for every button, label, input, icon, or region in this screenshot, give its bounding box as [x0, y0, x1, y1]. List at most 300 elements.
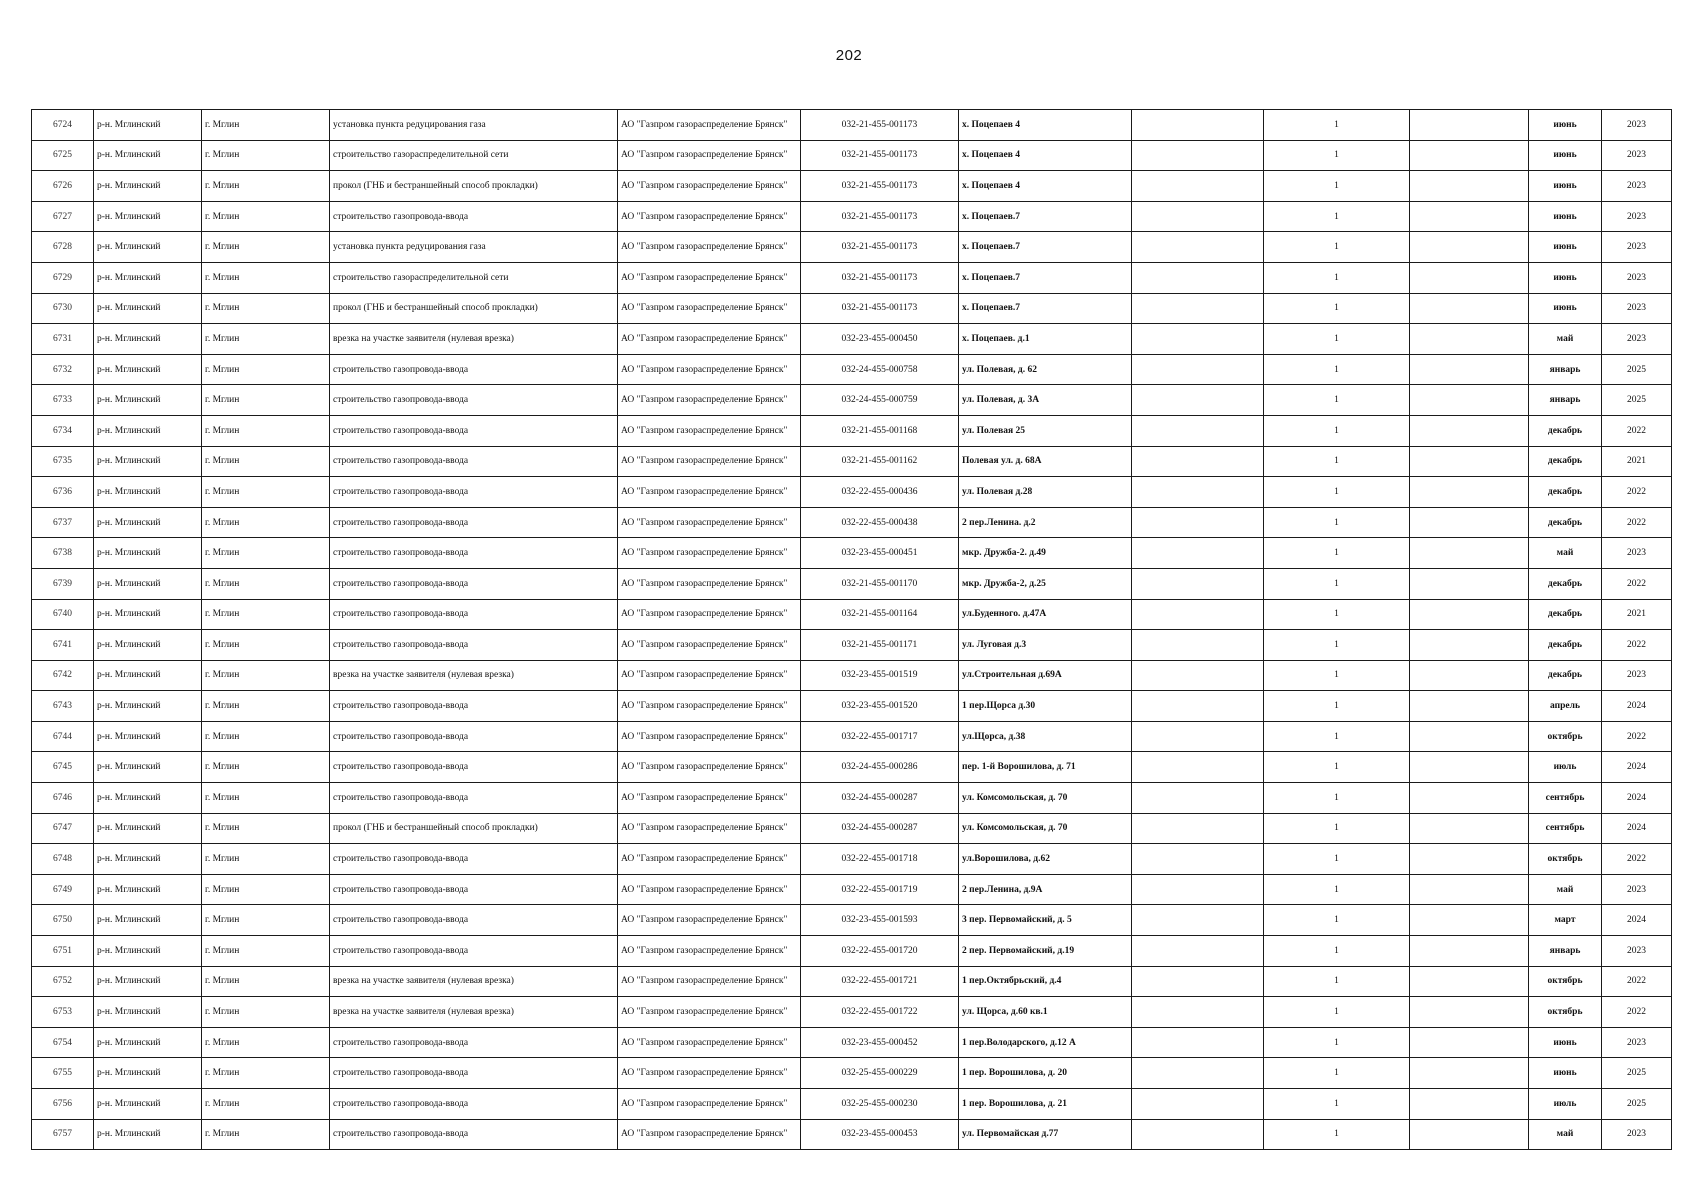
year-cell: 2023	[1602, 1119, 1672, 1150]
empty-cell	[1132, 477, 1264, 508]
address-cell: ул. Полевая, д. 3А	[959, 385, 1132, 416]
quantity-cell: 1	[1264, 568, 1410, 599]
request-code-cell: 032-22-455-001722	[801, 997, 959, 1028]
empty-cell	[1132, 446, 1264, 477]
month-cell: май	[1529, 1119, 1602, 1150]
district-cell: р-н. Мглинский	[94, 1027, 202, 1058]
address-cell: ул.Ворошилова, д.62	[959, 844, 1132, 875]
row-number: 6725	[32, 140, 94, 171]
quantity-cell: 1	[1264, 660, 1410, 691]
month-cell: декабрь	[1529, 477, 1602, 508]
year-cell: 2023	[1602, 538, 1672, 569]
request-code-cell: 032-21-455-001173	[801, 232, 959, 263]
row-number: 6744	[32, 721, 94, 752]
year-cell: 2023	[1602, 232, 1672, 263]
empty-cell	[1132, 966, 1264, 997]
empty-cell	[1410, 660, 1529, 691]
city-cell: г. Мглин	[202, 507, 330, 538]
row-number: 6741	[32, 630, 94, 661]
empty-cell	[1132, 568, 1264, 599]
city-cell: г. Мглин	[202, 538, 330, 569]
request-code-cell: 032-24-455-000759	[801, 385, 959, 416]
organization-cell: АО "Газпром газораспределение Брянск"	[618, 354, 801, 385]
empty-cell	[1132, 385, 1264, 416]
address-cell: 1 пер.Октябрьский, д.4	[959, 966, 1132, 997]
empty-cell	[1132, 1027, 1264, 1058]
request-code-cell: 032-21-455-001173	[801, 201, 959, 232]
table-row	[32, 630, 1672, 661]
table-row	[32, 936, 1672, 967]
month-cell: июль	[1529, 752, 1602, 783]
work-type-cell: строительство газопровода-ввода	[330, 1027, 618, 1058]
month-cell: март	[1529, 905, 1602, 936]
city-cell: г. Мглин	[202, 324, 330, 355]
request-code-cell: 032-23-455-000453	[801, 1119, 959, 1150]
table-row	[32, 110, 1672, 141]
table-row	[32, 997, 1672, 1028]
city-cell: г. Мглин	[202, 721, 330, 752]
empty-cell	[1410, 262, 1529, 293]
table-row	[32, 446, 1672, 477]
city-cell: г. Мглин	[202, 293, 330, 324]
address-cell: 2 пер. Первомайский, д.19	[959, 936, 1132, 967]
quantity-cell: 1	[1264, 201, 1410, 232]
empty-cell	[1132, 171, 1264, 202]
year-cell: 2024	[1602, 905, 1672, 936]
organization-cell: АО "Газпром газораспределение Брянск"	[618, 936, 801, 967]
table-row	[32, 293, 1672, 324]
district-cell: р-н. Мглинский	[94, 844, 202, 875]
row-number: 6753	[32, 997, 94, 1028]
empty-cell	[1410, 599, 1529, 630]
city-cell: г. Мглин	[202, 874, 330, 905]
table-row	[32, 140, 1672, 171]
empty-cell	[1132, 140, 1264, 171]
district-cell: р-н. Мглинский	[94, 415, 202, 446]
month-cell: октябрь	[1529, 966, 1602, 997]
table-row	[32, 477, 1672, 508]
city-cell: г. Мглин	[202, 813, 330, 844]
empty-cell	[1410, 1058, 1529, 1089]
month-cell: октябрь	[1529, 997, 1602, 1028]
row-number: 6750	[32, 905, 94, 936]
address-cell: 1 пер. Ворошилова, д. 20	[959, 1058, 1132, 1089]
work-type-cell: строительство газопровода-ввода	[330, 568, 618, 599]
city-cell: г. Мглин	[202, 477, 330, 508]
quantity-cell: 1	[1264, 1058, 1410, 1089]
quantity-cell: 1	[1264, 630, 1410, 661]
empty-cell	[1132, 507, 1264, 538]
empty-cell	[1132, 874, 1264, 905]
row-number: 6731	[32, 324, 94, 355]
year-cell: 2023	[1602, 201, 1672, 232]
organization-cell: АО "Газпром газораспределение Брянск"	[618, 201, 801, 232]
month-cell: июнь	[1529, 171, 1602, 202]
city-cell: г. Мглин	[202, 844, 330, 875]
organization-cell: АО "Газпром газораспределение Брянск"	[618, 385, 801, 416]
empty-cell	[1410, 140, 1529, 171]
month-cell: декабрь	[1529, 415, 1602, 446]
empty-cell	[1410, 385, 1529, 416]
city-cell: г. Мглин	[202, 599, 330, 630]
year-cell: 2023	[1602, 110, 1672, 141]
row-number: 6733	[32, 385, 94, 416]
quantity-cell: 1	[1264, 905, 1410, 936]
organization-cell: АО "Газпром газораспределение Брянск"	[618, 813, 801, 844]
empty-cell	[1410, 783, 1529, 814]
quantity-cell: 1	[1264, 752, 1410, 783]
request-code-cell: 032-21-455-001171	[801, 630, 959, 661]
quantity-cell: 1	[1264, 293, 1410, 324]
quantity-cell: 1	[1264, 691, 1410, 722]
work-type-cell: строительство газораспределительной сети	[330, 262, 618, 293]
empty-cell	[1410, 201, 1529, 232]
row-number: 6732	[32, 354, 94, 385]
quantity-cell: 1	[1264, 385, 1410, 416]
row-number: 6748	[32, 844, 94, 875]
work-type-cell: строительство газопровода-ввода	[330, 874, 618, 905]
quantity-cell: 1	[1264, 1089, 1410, 1120]
work-type-cell: строительство газопровода-ввода	[330, 385, 618, 416]
empty-cell	[1132, 721, 1264, 752]
address-cell: ул. Полевая, д. 62	[959, 354, 1132, 385]
year-cell: 2023	[1602, 324, 1672, 355]
request-code-cell: 032-21-455-001173	[801, 293, 959, 324]
request-code-cell: 032-22-455-000436	[801, 477, 959, 508]
table-body	[32, 110, 1672, 1150]
empty-cell	[1410, 293, 1529, 324]
month-cell: сентябрь	[1529, 813, 1602, 844]
empty-cell	[1410, 997, 1529, 1028]
year-cell: 2025	[1602, 1058, 1672, 1089]
empty-cell	[1132, 997, 1264, 1028]
city-cell: г. Мглин	[202, 568, 330, 599]
empty-cell	[1132, 905, 1264, 936]
year-cell: 2025	[1602, 385, 1672, 416]
quantity-cell: 1	[1264, 721, 1410, 752]
organization-cell: АО "Газпром газораспределение Брянск"	[618, 446, 801, 477]
district-cell: р-н. Мглинский	[94, 293, 202, 324]
month-cell: декабрь	[1529, 660, 1602, 691]
empty-cell	[1132, 599, 1264, 630]
table-row	[32, 1027, 1672, 1058]
district-cell: р-н. Мглинский	[94, 568, 202, 599]
table-row	[32, 721, 1672, 752]
year-cell: 2025	[1602, 354, 1672, 385]
district-cell: р-н. Мглинский	[94, 538, 202, 569]
empty-cell	[1410, 1119, 1529, 1150]
city-cell: г. Мглин	[202, 415, 330, 446]
work-type-cell: строительство газопровода-ввода	[330, 721, 618, 752]
empty-cell	[1410, 813, 1529, 844]
address-cell: 3 пер. Первомайский, д. 5	[959, 905, 1132, 936]
organization-cell: АО "Газпром газораспределение Брянск"	[618, 232, 801, 263]
year-cell: 2024	[1602, 752, 1672, 783]
page-number: 202	[835, 47, 863, 64]
work-type-cell: строительство газопровода-ввода	[330, 691, 618, 722]
empty-cell	[1410, 354, 1529, 385]
district-cell: р-н. Мглинский	[94, 874, 202, 905]
row-number: 6738	[32, 538, 94, 569]
district-cell: р-н. Мглинский	[94, 783, 202, 814]
organization-cell: АО "Газпром газораспределение Брянск"	[618, 721, 801, 752]
request-code-cell: 032-21-455-001173	[801, 171, 959, 202]
request-code-cell: 032-23-455-000451	[801, 538, 959, 569]
data-table	[31, 109, 1672, 1150]
address-cell: 2 пер.Ленина, д.9А	[959, 874, 1132, 905]
month-cell: июнь	[1529, 201, 1602, 232]
row-number: 6755	[32, 1058, 94, 1089]
row-number: 6736	[32, 477, 94, 508]
request-code-cell: 032-23-455-000450	[801, 324, 959, 355]
empty-cell	[1410, 844, 1529, 875]
city-cell: г. Мглин	[202, 1058, 330, 1089]
row-number: 6740	[32, 599, 94, 630]
empty-cell	[1132, 324, 1264, 355]
empty-cell	[1132, 660, 1264, 691]
quantity-cell: 1	[1264, 324, 1410, 355]
table-row	[32, 232, 1672, 263]
work-type-cell: прокол (ГНБ и бестраншейный способ прокладки)	[330, 813, 618, 844]
district-cell: р-н. Мглинский	[94, 140, 202, 171]
empty-cell	[1410, 752, 1529, 783]
empty-cell	[1410, 1089, 1529, 1120]
table-row	[32, 966, 1672, 997]
district-cell: р-н. Мглинский	[94, 1089, 202, 1120]
work-type-cell: установка пункта редуцирования газа	[330, 232, 618, 263]
district-cell: р-н. Мглинский	[94, 110, 202, 141]
empty-cell	[1410, 1027, 1529, 1058]
work-type-cell: строительство газопровода-ввода	[330, 415, 618, 446]
request-code-cell: 032-23-455-001520	[801, 691, 959, 722]
request-code-cell: 032-21-455-001173	[801, 262, 959, 293]
organization-cell: АО "Газпром газораспределение Брянск"	[618, 783, 801, 814]
address-cell: ул. Полевая 25	[959, 415, 1132, 446]
empty-cell	[1132, 538, 1264, 569]
row-number: 6730	[32, 293, 94, 324]
empty-cell	[1410, 874, 1529, 905]
year-cell: 2024	[1602, 783, 1672, 814]
organization-cell: АО "Газпром газораспределение Брянск"	[618, 966, 801, 997]
district-cell: р-н. Мглинский	[94, 324, 202, 355]
table-row	[32, 752, 1672, 783]
address-cell: ул. Комсомольская, д. 70	[959, 783, 1132, 814]
empty-cell	[1132, 752, 1264, 783]
address-cell: 2 пер.Ленина. д.2	[959, 507, 1132, 538]
work-type-cell: строительство газопровода-ввода	[330, 507, 618, 538]
city-cell: г. Мглин	[202, 201, 330, 232]
table-row	[32, 783, 1672, 814]
work-type-cell: прокол (ГНБ и бестраншейный способ прокладки)	[330, 171, 618, 202]
year-cell: 2022	[1602, 568, 1672, 599]
organization-cell: АО "Газпром газораспределение Брянск"	[618, 110, 801, 141]
city-cell: г. Мглин	[202, 691, 330, 722]
table-row	[32, 171, 1672, 202]
year-cell: 2023	[1602, 140, 1672, 171]
organization-cell: АО "Газпром газораспределение Брянск"	[618, 660, 801, 691]
work-type-cell: строительство газопровода-ввода	[330, 1119, 618, 1150]
row-number: 6737	[32, 507, 94, 538]
year-cell: 2022	[1602, 997, 1672, 1028]
empty-cell	[1410, 324, 1529, 355]
organization-cell: АО "Газпром газораспределение Брянск"	[618, 752, 801, 783]
quantity-cell: 1	[1264, 140, 1410, 171]
work-type-cell: прокол (ГНБ и бестраншейный способ прокладки)	[330, 293, 618, 324]
organization-cell: АО "Газпром газораспределение Брянск"	[618, 1089, 801, 1120]
organization-cell: АО "Газпром газораспределение Брянск"	[618, 140, 801, 171]
address-cell: х. Поцепаев 4	[959, 140, 1132, 171]
work-type-cell: строительство газопровода-ввода	[330, 599, 618, 630]
quantity-cell: 1	[1264, 1119, 1410, 1150]
city-cell: г. Мглин	[202, 905, 330, 936]
empty-cell	[1410, 538, 1529, 569]
request-code-cell: 032-22-455-001721	[801, 966, 959, 997]
address-cell: мкр. Дружба-2. д.49	[959, 538, 1132, 569]
year-cell: 2023	[1602, 171, 1672, 202]
empty-cell	[1410, 446, 1529, 477]
address-cell: пер. 1-й Ворошилова, д. 71	[959, 752, 1132, 783]
request-code-cell: 032-24-455-000287	[801, 783, 959, 814]
city-cell: г. Мглин	[202, 262, 330, 293]
request-code-cell: 032-24-455-000287	[801, 813, 959, 844]
year-cell: 2023	[1602, 1027, 1672, 1058]
request-code-cell: 032-23-455-001519	[801, 660, 959, 691]
row-number: 6745	[32, 752, 94, 783]
organization-cell: АО "Газпром газораспределение Брянск"	[618, 691, 801, 722]
address-cell: ул. Щорса, д.60 кв.1	[959, 997, 1132, 1028]
row-number: 6739	[32, 568, 94, 599]
empty-cell	[1410, 905, 1529, 936]
request-code-cell: 032-21-455-001173	[801, 110, 959, 141]
empty-cell	[1132, 1058, 1264, 1089]
district-cell: р-н. Мглинский	[94, 691, 202, 722]
organization-cell: АО "Газпром газораспределение Брянск"	[618, 630, 801, 661]
year-cell: 2023	[1602, 874, 1672, 905]
quantity-cell: 1	[1264, 110, 1410, 141]
city-cell: г. Мглин	[202, 936, 330, 967]
month-cell: май	[1529, 324, 1602, 355]
row-number: 6734	[32, 415, 94, 446]
city-cell: г. Мглин	[202, 1027, 330, 1058]
request-code-cell: 032-22-455-001720	[801, 936, 959, 967]
month-cell: декабрь	[1529, 599, 1602, 630]
request-code-cell: 032-22-455-001719	[801, 874, 959, 905]
month-cell: апрель	[1529, 691, 1602, 722]
district-cell: р-н. Мглинский	[94, 936, 202, 967]
month-cell: декабрь	[1529, 446, 1602, 477]
address-cell: 1 пер.Володарского, д.12 А	[959, 1027, 1132, 1058]
year-cell: 2022	[1602, 507, 1672, 538]
table-row	[32, 415, 1672, 446]
year-cell: 2021	[1602, 599, 1672, 630]
work-type-cell: врезка на участке заявителя (нулевая врезка)	[330, 997, 618, 1028]
table-row	[32, 1119, 1672, 1150]
district-cell: р-н. Мглинский	[94, 201, 202, 232]
district-cell: р-н. Мглинский	[94, 630, 202, 661]
table-row	[32, 262, 1672, 293]
district-cell: р-н. Мглинский	[94, 354, 202, 385]
year-cell: 2022	[1602, 966, 1672, 997]
city-cell: г. Мглин	[202, 232, 330, 263]
month-cell: январь	[1529, 354, 1602, 385]
work-type-cell: строительство газопровода-ввода	[330, 201, 618, 232]
year-cell: 2022	[1602, 415, 1672, 446]
city-cell: г. Мглин	[202, 1119, 330, 1150]
year-cell: 2023	[1602, 660, 1672, 691]
work-type-cell: строительство газораспределительной сети	[330, 140, 618, 171]
quantity-cell: 1	[1264, 446, 1410, 477]
request-code-cell: 032-22-455-001717	[801, 721, 959, 752]
month-cell: октябрь	[1529, 721, 1602, 752]
district-cell: р-н. Мглинский	[94, 599, 202, 630]
city-cell: г. Мглин	[202, 110, 330, 141]
row-number: 6757	[32, 1119, 94, 1150]
address-cell: ул. Комсомольская, д. 70	[959, 813, 1132, 844]
organization-cell: АО "Газпром газораспределение Брянск"	[618, 415, 801, 446]
empty-cell	[1410, 415, 1529, 446]
empty-cell	[1410, 232, 1529, 263]
empty-cell	[1132, 201, 1264, 232]
empty-cell	[1410, 477, 1529, 508]
address-cell: ул. Полевая д.28	[959, 477, 1132, 508]
month-cell: июнь	[1529, 232, 1602, 263]
address-cell: мкр. Дружба-2, д.25	[959, 568, 1132, 599]
request-code-cell: 032-21-455-001162	[801, 446, 959, 477]
district-cell: р-н. Мглинский	[94, 232, 202, 263]
quantity-cell: 1	[1264, 936, 1410, 967]
address-cell: х. Поцепаев.7	[959, 201, 1132, 232]
work-type-cell: строительство газопровода-ввода	[330, 905, 618, 936]
organization-cell: АО "Газпром газораспределение Брянск"	[618, 171, 801, 202]
empty-cell	[1132, 1119, 1264, 1150]
city-cell: г. Мглин	[202, 171, 330, 202]
address-cell: Полевая ул. д. 68А	[959, 446, 1132, 477]
work-type-cell: строительство газопровода-ввода	[330, 538, 618, 569]
quantity-cell: 1	[1264, 171, 1410, 202]
request-code-cell: 032-22-455-000438	[801, 507, 959, 538]
organization-cell: АО "Газпром газораспределение Брянск"	[618, 997, 801, 1028]
district-cell: р-н. Мглинский	[94, 507, 202, 538]
quantity-cell: 1	[1264, 874, 1410, 905]
table-row	[32, 385, 1672, 416]
address-cell: ул.Строительная д.69А	[959, 660, 1132, 691]
month-cell: июнь	[1529, 110, 1602, 141]
table-row	[32, 599, 1672, 630]
month-cell: июль	[1529, 1089, 1602, 1120]
district-cell: р-н. Мглинский	[94, 813, 202, 844]
row-number: 6742	[32, 660, 94, 691]
row-number: 6752	[32, 966, 94, 997]
year-cell: 2024	[1602, 813, 1672, 844]
organization-cell: АО "Газпром газораспределение Брянск"	[618, 1027, 801, 1058]
organization-cell: АО "Газпром газораспределение Брянск"	[618, 507, 801, 538]
empty-cell	[1410, 110, 1529, 141]
empty-cell	[1410, 691, 1529, 722]
city-cell: г. Мглин	[202, 140, 330, 171]
quantity-cell: 1	[1264, 813, 1410, 844]
empty-cell	[1132, 844, 1264, 875]
city-cell: г. Мглин	[202, 385, 330, 416]
row-number: 6751	[32, 936, 94, 967]
month-cell: июнь	[1529, 1058, 1602, 1089]
empty-cell	[1410, 630, 1529, 661]
city-cell: г. Мглин	[202, 752, 330, 783]
year-cell: 2022	[1602, 630, 1672, 661]
year-cell: 2024	[1602, 691, 1672, 722]
empty-cell	[1132, 813, 1264, 844]
year-cell: 2021	[1602, 446, 1672, 477]
city-cell: г. Мглин	[202, 354, 330, 385]
